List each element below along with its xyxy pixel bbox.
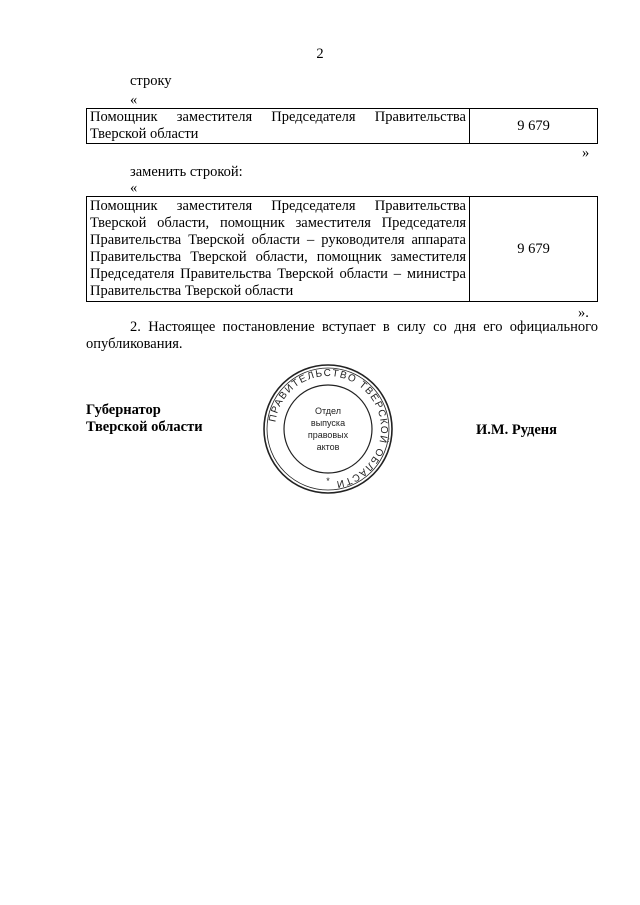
seal-line-1: Отдел xyxy=(314,406,342,416)
table-row xyxy=(87,109,598,144)
table-row xyxy=(87,197,598,302)
seal-line-2: выпуска xyxy=(310,418,346,428)
new-row-value: 9 679 xyxy=(470,197,598,302)
signature-title-line1: Губернатор xyxy=(86,402,161,418)
replace-text: заменить строкой: xyxy=(130,164,243,180)
intro-text: строку xyxy=(130,73,172,89)
seal-star: * xyxy=(326,476,330,486)
clause-2: 2. Настоящее постановление вступает в силу со дня его официального опубликования. xyxy=(86,319,598,352)
signature-title-line2: Тверской области xyxy=(86,419,203,435)
page-number: 2 xyxy=(316,46,324,62)
close-quote: » xyxy=(582,145,590,161)
new-row-table xyxy=(86,196,598,302)
open-quote-2: « xyxy=(130,180,138,196)
seal-line-4: актов xyxy=(316,442,340,452)
old-row-value: 9 679 xyxy=(470,109,598,144)
official-seal xyxy=(261,362,395,496)
new-row-name: Помощник заместителя Председателя Правительства Тверской области, помощник заместителя Председателя Правительства Тверской области – руководителя аппарата Правительства Тверской области, помощник заместителя Председателя Правительства Тверской области – министра Правительства Тверской области xyxy=(87,197,470,302)
seal-ring-textpath: ПРАВИТЕЛЬСТВО ТВЕРСКОЙ ОБЛАСТИ xyxy=(267,367,390,490)
open-quote: « xyxy=(130,92,138,108)
close-quote-2: ». xyxy=(578,305,589,321)
signature-name: И.М. Руденя xyxy=(476,422,558,438)
old-row-table xyxy=(86,108,598,144)
seal-line-3: правовых xyxy=(307,430,349,440)
signature-title xyxy=(86,402,203,436)
old-row-name: Помощник заместителя Председателя Правительства Тверской области xyxy=(87,109,470,144)
